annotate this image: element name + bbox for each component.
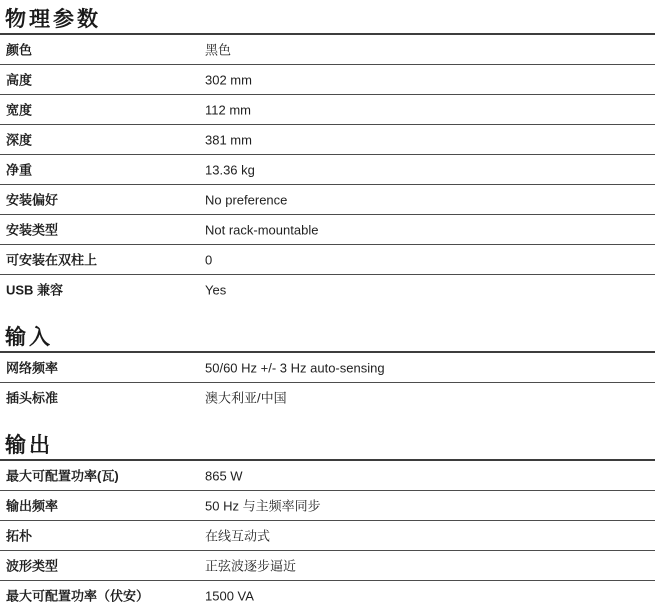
- spec-value: 50/60 Hz +/- 3 Hz auto-sensing: [205, 360, 385, 375]
- spec-value: 381 mm: [205, 132, 252, 147]
- spec-label: 宽度: [6, 102, 33, 117]
- spec-label: 波形类型: [6, 558, 59, 573]
- spec-label: 拓朴: [6, 528, 33, 543]
- spec-row-topology: [0, 521, 655, 551]
- spec-value: 112 mm: [205, 102, 251, 117]
- spec-row-max-power-watts: [0, 461, 655, 491]
- spec-value: 黑色: [205, 42, 232, 57]
- spec-label: 净重: [6, 162, 33, 177]
- spec-value: 13.36 kg: [205, 162, 255, 177]
- spec-row-plug-standard: [0, 383, 655, 412]
- spec-row-output-frequency: [0, 491, 655, 521]
- spec-value: Not rack-mountable: [205, 222, 319, 237]
- spec-value: 0: [205, 252, 213, 267]
- spec-table-physical: [0, 35, 655, 304]
- spec-row-width: [0, 95, 655, 125]
- spec-label: 最大可配置功率(瓦): [6, 468, 119, 483]
- section-physical-parameters: [0, 0, 655, 304]
- spec-label: 深度: [6, 132, 33, 147]
- spec-value: No preference: [205, 192, 288, 207]
- spec-row-waveform-type: [0, 551, 655, 581]
- spec-row-network-frequency: [0, 353, 655, 383]
- spec-row-net-weight: [0, 155, 655, 185]
- spec-label: 安装类型: [6, 222, 59, 237]
- spec-value: 50 Hz 与主频率同步: [205, 498, 321, 513]
- spec-label: 高度: [6, 72, 33, 87]
- spec-label: 最大可配置功率（伏安）: [6, 588, 150, 603]
- spec-value: 865 W: [205, 468, 243, 483]
- spec-row-color: [0, 35, 655, 65]
- spec-row-depth: [0, 125, 655, 155]
- spec-table-input: [0, 353, 655, 412]
- spec-label: 输出频率: [6, 498, 59, 513]
- spec-value: Yes: [205, 282, 227, 297]
- section-input: [0, 318, 655, 412]
- spec-value: 澳大利亚/中国: [205, 390, 287, 405]
- spec-row-height: [0, 65, 655, 95]
- spec-label: 网络频率: [6, 360, 59, 375]
- section-title-physical-parameters: 物理参数: [0, 0, 655, 35]
- spec-row-two-post-mountable: [0, 245, 655, 275]
- spec-value: 在线互动式: [205, 528, 271, 543]
- spec-value: 正弦波逐步逼近: [205, 558, 297, 573]
- spec-label: 安装偏好: [6, 192, 59, 207]
- spec-label: 可安装在双柱上: [6, 252, 98, 267]
- spec-row-mount-type: [0, 215, 655, 245]
- spec-row-usb-compatible: [0, 275, 655, 304]
- spec-row-mount-preference: [0, 185, 655, 215]
- section-title-output: 输出: [0, 426, 655, 461]
- section-title-input: 输入: [0, 318, 655, 353]
- spec-table-output: [0, 461, 655, 610]
- spec-label: 插头标准: [6, 390, 59, 405]
- section-output: [0, 426, 655, 610]
- spec-value: 1500 VA: [205, 588, 254, 603]
- spec-label: USB 兼容: [6, 282, 64, 297]
- spec-value: 302 mm: [205, 72, 252, 87]
- spec-label: 颜色: [6, 42, 33, 57]
